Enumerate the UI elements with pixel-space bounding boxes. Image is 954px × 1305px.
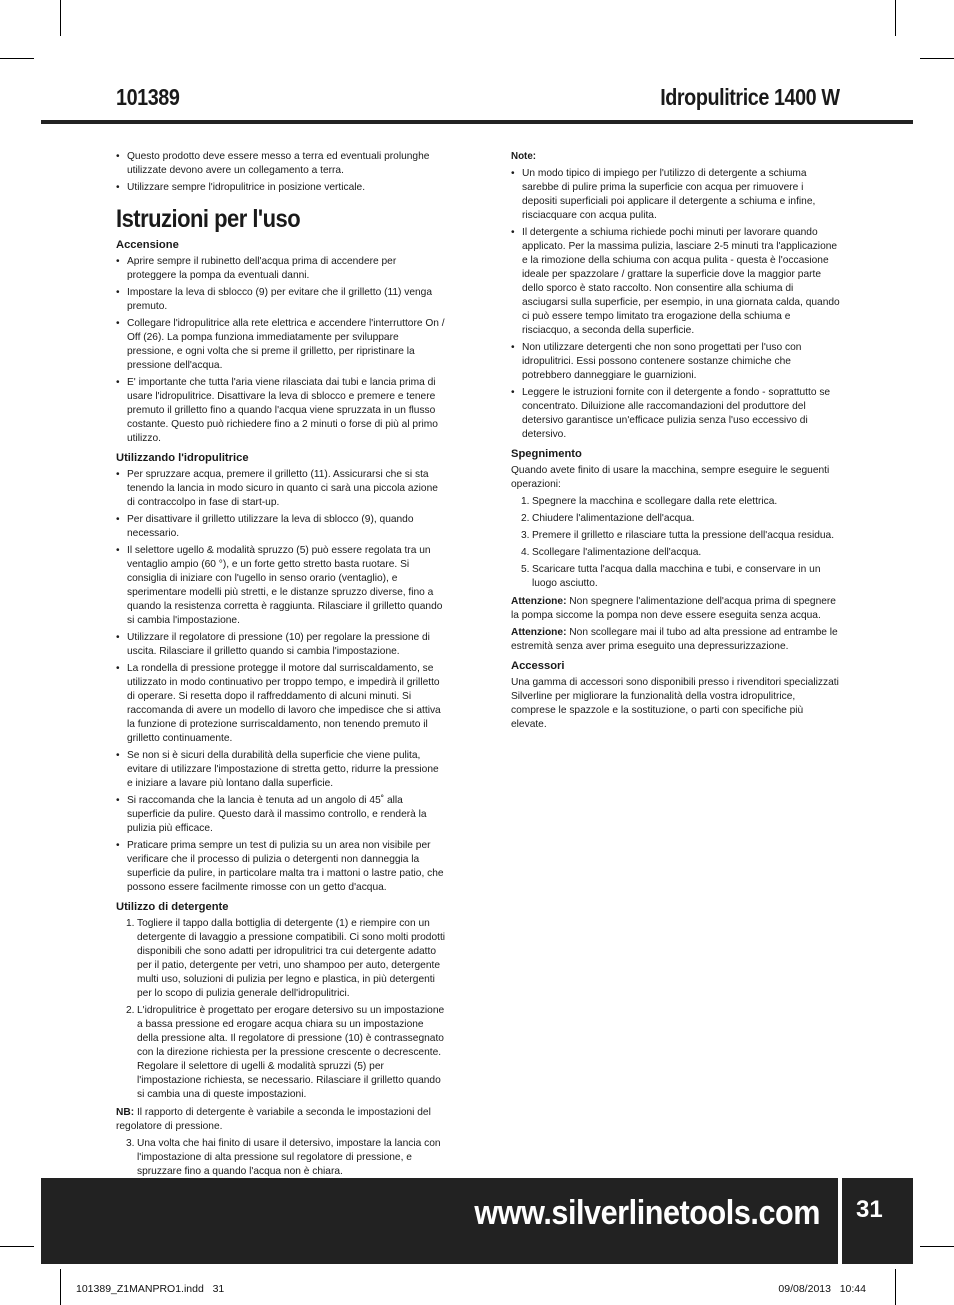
nb-label: NB:: [116, 1107, 135, 1118]
list-item: [116, 1004, 446, 1102]
list-item: • Si raccomanda che la lancia è tenuta ad un angolo di 45˚ alla superficie da pulire. Questo darà il massimo controllo, e renderà la pulizia più efficace.: [116, 794, 446, 836]
list-item: • Se non si è sicuri della durabilità della superficie che viene pulita, evitare di utilizzare l'impostazione di stretta getto, ridurre la pressione e iniziare a lavare più lontano dalla superficie.: [116, 749, 446, 791]
heading-spegnimento: Spegnimento: [511, 448, 582, 460]
header-rule: [41, 120, 913, 124]
spegnimento-intro: Quando avete finito di usare la macchina, sempre eseguire le seguenti operazioni:: [511, 465, 830, 490]
crop-mark: [60, 0, 61, 36]
crop-mark: [0, 1246, 34, 1247]
list-item: • La rondella di pressione protegge il motore dal surriscaldamento, se utilizzato in modo continuativo per troppo tempo, e impedirà il grilletto di operare. Si resetta dopo il raffreddamento di alcuni minuti. Si raccomanda di avere un modello di lavoro che impedisce che si attiva la funzione di protezione surriscaldamento, non tenendo premuto il grilletto continuamente.: [116, 662, 446, 746]
list-item: • Il selettore ugello & modalità spruzzo (5) può essere regolata tra un ventaglio ampio (60 °), e un forte getto stretto basta ruotare. Si consiglia di iniziare con l'ugello in senso orario (ventaglio), e sperimentare modelli più stretti, e le distanze spruzzo diverse, fino a quando la resistenza corretta è raggiunta. Rilasciare il grilletto quando si cambia l'impostazione.: [116, 544, 446, 628]
list-item: • Questo prodotto deve essere messo a terra ed eventuali prolunghe utilizzate devono avere un collegamento a terra.: [116, 150, 446, 178]
accessori-text: Una gamma di accessori sono disponibili presso i rivenditori specializzati Silverline per migliorare la funzionalità della vostra idropulitrice, comprese le spazzole e la sostituzione, o parti con specifiche più elevate.: [511, 677, 839, 730]
warning-note: [511, 626, 841, 654]
step-text: Premere il grilletto e rilasciare tutta la pressione dell'acqua residua.: [532, 530, 835, 541]
crop-mark: [895, 1269, 896, 1305]
list-item: [511, 563, 841, 591]
right-column: [511, 150, 841, 735]
step-number: 1.: [126, 918, 135, 929]
list-item: • Non utilizzare detergenti che non sono progettati per l'uso con idropulitrici. Essi possono contenere sostanze chimiche che potrebbero danneggiare le guarnizioni.: [511, 341, 841, 383]
warning-text: Non scollegare mai il tubo ad alta pressione ad entrambe le estremità senza aver prima eseguito una depressurizzazione.: [511, 627, 838, 652]
step-text: Togliere il tappo dalla bottiglia di detergente (1) e riempire con un detergente di lavaggio a pressione compatibili. Ci sono molti prodotti disponibili che sono adatti per idropulitrici tra cui detergente adatto per il patio, detergente per vetri, uno shampoo per auto, detergente multi uso, soluzioni di pulizia per legno e plastica, in più detergenti per lo scopo di pulizia generale dell'idropulitrici.: [137, 918, 446, 999]
detergente-steps-continued: [116, 1137, 446, 1179]
note-label: Note:: [511, 151, 537, 162]
warning-label: Attenzione:: [511, 627, 567, 638]
step-number: 5.: [521, 564, 530, 575]
crop-mark: [0, 58, 34, 59]
heading-accensione: Accensione: [116, 239, 179, 251]
list-item: • Aprire sempre il rubinetto dell'acqua prima di accendere per proteggere la pompa da eventuali danni.: [116, 255, 446, 283]
list-item: • Leggere le istruzioni fornite con il detergente a fondo - soprattutto se concentrato. Diluizione alle raccomandazioni del produttore del detersivo garantisce un'efficace pulizia senza l'uso eccessivo di detersivo.: [511, 386, 841, 442]
step-text: Spegnere la macchina e scollegare dalla rete elettrica.: [532, 496, 778, 507]
step-number: 2.: [521, 513, 530, 524]
list-item: • Utilizzare sempre l'idropulitrice in posizione verticale.: [116, 181, 446, 195]
warning-label: Attenzione:: [511, 596, 567, 607]
crop-mark: [895, 0, 896, 36]
heading-detergente: Utilizzo di detergente: [116, 901, 229, 913]
list-item: • Utilizzare il regolatore di pressione (10) per regolare la pressione di uscita. Rilasciare il grilletto quando si cambia l'impostazione.: [116, 631, 446, 659]
step-text: Scollegare l'alimentazione dell'acqua.: [532, 547, 702, 558]
step-number: 1.: [521, 496, 530, 507]
note-list: [511, 167, 841, 442]
page-number: 31: [856, 1196, 883, 1223]
list-item: [511, 495, 841, 509]
list-item: • Collegare l'idropulitrice alla rete elettrica e accendere l'interruttore On / Off (26). La pompa funziona immediatamente per sviluppare pressione, e ogni volta che si preme il grilletto, per ripristinare la pressione dell'acqua.: [116, 317, 446, 373]
detergente-steps: [116, 917, 446, 1102]
step-text: Chiudere l'alimentazione dell'acqua.: [532, 513, 695, 524]
spegnimento-steps: [511, 495, 841, 591]
step-number: 4.: [521, 547, 530, 558]
left-column: [116, 150, 446, 1183]
website-url[interactable]: www.silverlinetools.com: [474, 1194, 820, 1232]
list-item: [116, 1137, 446, 1179]
heading-utilizzando: Utilizzando l'idropulitrice: [116, 452, 249, 464]
crop-mark: [920, 58, 954, 59]
step-text: Una volta che hai finito di usare il detersivo, impostare la lancia con l'impostazione di alta pressione sul regolatore di pressione, e spruzzare fino a quando l'acqua non è chiara.: [137, 1138, 441, 1177]
list-item: • Impostare la leva di sblocco (9) per evitare che il grilletto (11) venga premuto.: [116, 286, 446, 314]
list-item: [511, 529, 841, 543]
warning-note: [511, 595, 841, 623]
product-code: 101389: [116, 84, 180, 110]
list-item: • Un modo tipico di impiego per l'utilizzo di detergente a schiuma sarebbe di pulire prima la superficie con acqua per rimuovere i depositi superficiali poi applicare il detergente a schiuma e infine, risciacquare con acqua pulita.: [511, 167, 841, 223]
slug-file: 101389_Z1MANPRO1.indd 31: [76, 1283, 225, 1295]
list-item: [116, 917, 446, 1001]
step-number: 3.: [126, 1138, 135, 1149]
step-text: L'idropulitrice è progettato per erogare detersivo su un impostazione a bassa pressione ed erogare acqua chiara su un impostazione della pressione alta. Il regolatore di pressione (10) è contrassegnato con la direzione richiesta per la pressione crescente o decrescente. Regolare il selettore di ugelli & modalità spruzzi (5) per l'impostazione richiesta, se necessario. Rilasciare il grilletto quando si cambia una di queste impostazioni.: [137, 1005, 445, 1100]
footer-band: [41, 1178, 838, 1264]
accensione-list: [116, 255, 446, 446]
crop-mark: [60, 1269, 61, 1305]
warning-text: Non spegnere l'alimentazione dell'acqua prima di spegnere la pompa siccome la pompa non deve essere eseguita senza acqua.: [511, 596, 836, 621]
list-item: • Per disattivare il grilletto utilizzare la leva di sblocco (9), quando necessario.: [116, 513, 446, 541]
step-number: 2.: [126, 1005, 135, 1016]
step-number: 3.: [521, 530, 530, 541]
list-item: [511, 512, 841, 526]
page-title: Idropulitrice 1400 W: [660, 84, 840, 110]
utilizzando-list: [116, 468, 446, 895]
page-number-box: [842, 1178, 913, 1264]
list-item: • Il detergente a schiuma richiede pochi minuti per lavorare quando applicato. Per la massima pulizia, lasciare 2-5 minuti tra l'applicazione e la rimozione della schiuma con acqua pulita - questa è l'occasione ideale per spazzolare / grattare la superficie dove la maggior parte dello sporco è stato raccolto. Non consentire alla schiuma di asciugarsi sulla superficie, per esempio, in una giornata calda, quando ci può essere tempo limitato tra erogazione della schiuma e risciacquo, a seconda della superficie.: [511, 226, 841, 338]
nb-text: Il rapporto di detergente è variabile a seconda le impostazioni del regolatore di pressione.: [116, 1107, 431, 1132]
list-item: • E' importante che tutta l'aria viene rilasciata dai tubi e lancia prima di usare l'idropulitrice. Disattivare la leva di sblocco e premere e tenere premuto il grilletto fino a quando l'acqua viene spruzzata in un flusso costante. Questo può richiedere fino a 2 minuti o forse di più al primo utilizzo.: [116, 376, 446, 446]
crop-mark: [920, 1246, 954, 1247]
slug-date: 09/08/2013 10:44: [778, 1283, 866, 1295]
list-item: [511, 546, 841, 560]
list-item: • Per spruzzare acqua, premere il grilletto (11). Assicurarsi che si sta tenendo la lancia in modo sicuro in quanto ci sarà una piccola azione di contraccolpo in fase di start-up.: [116, 468, 446, 510]
heading-accessori: Accessori: [511, 660, 565, 672]
step-text: Scaricare tutta l'acqua dalla macchina e tubi, e conservare in un luogo asciutto.: [532, 564, 821, 589]
intro-bullets: [116, 150, 446, 195]
list-item: • Praticare prima sempre un test di pulizia su un area non visibile per verificare che il processo di pulizia o detergenti non danneggia la superficie da pulire, in particolare malta tra i mattoni o lastre patio, che possono essere facilmente rimosse con un getto d'acqua.: [116, 839, 446, 895]
nb-note: [116, 1106, 446, 1134]
section-title: Istruzioni per l'uso: [116, 205, 301, 233]
